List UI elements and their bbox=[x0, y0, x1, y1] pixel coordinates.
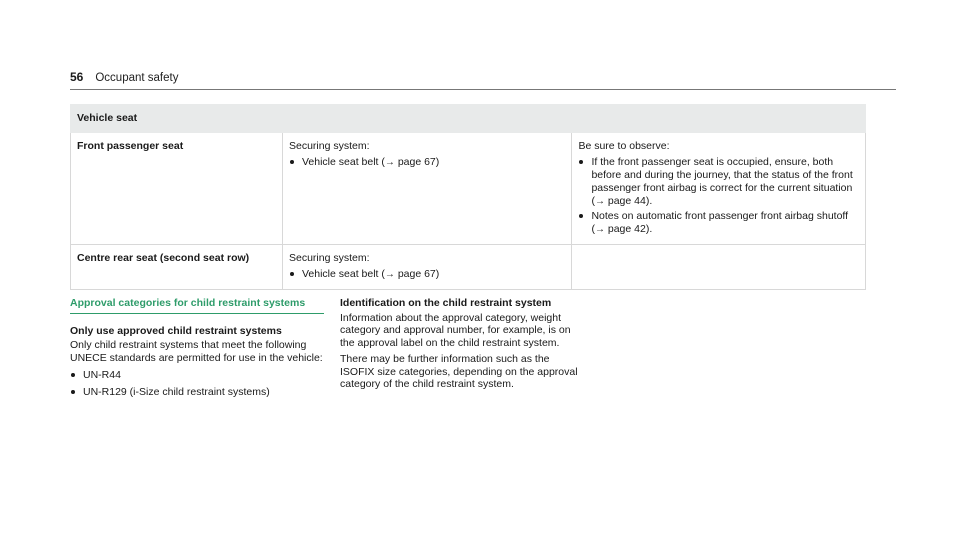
item-text: If the front passenger seat is occupied, ensure, both before and during the journey, that the status of the front passenger front airbag is correct for the current situation ( bbox=[591, 156, 853, 207]
left-column bbox=[70, 297, 324, 402]
page-reference-link[interactable]: page 67) bbox=[397, 268, 440, 280]
securing-label: Securing system: bbox=[289, 140, 370, 152]
subheading: Identification on the child restraint system bbox=[340, 297, 552, 309]
seat-cell: Front passenger seat bbox=[71, 133, 283, 245]
page-header bbox=[70, 70, 178, 88]
table-row bbox=[71, 245, 866, 290]
securing-cell bbox=[283, 245, 572, 290]
notes-cell bbox=[572, 133, 866, 245]
standards-list bbox=[70, 369, 324, 398]
table-title: Vehicle seat bbox=[71, 105, 866, 133]
empty-cell bbox=[572, 245, 866, 290]
item-text: Notes on automatic front passenger front airbag shutoff ( bbox=[591, 210, 849, 235]
list-item bbox=[302, 268, 565, 281]
notes-label: Be sure to observe: bbox=[578, 140, 670, 152]
list-item bbox=[302, 156, 565, 169]
arrow-icon: → bbox=[384, 269, 395, 280]
seat-cell: Centre rear seat (second seat row) bbox=[71, 245, 283, 290]
item-text: Vehicle seat belt ( bbox=[302, 156, 385, 168]
securing-list bbox=[289, 268, 565, 281]
page-number: 56 bbox=[70, 70, 84, 84]
paragraph: There may be further information such as the ISOFIX size categories, depending on the approval category of the child restraint system. bbox=[340, 353, 578, 390]
header-divider bbox=[70, 89, 896, 90]
page-reference-link[interactable]: page 67) bbox=[397, 156, 440, 168]
arrow-icon: → bbox=[384, 157, 395, 168]
page-reference-link[interactable]: page 44). bbox=[607, 195, 653, 207]
list-item bbox=[591, 210, 859, 236]
vehicle-seat-table bbox=[70, 104, 866, 290]
subheading: Only use approved child restraint systems bbox=[70, 324, 282, 337]
item-text: Vehicle seat belt ( bbox=[302, 268, 385, 280]
list-item: UN-R129 (i-Size child restraint systems) bbox=[83, 386, 324, 399]
section-heading: Approval categories for child restraint systems bbox=[70, 297, 324, 314]
notes-list bbox=[578, 156, 859, 236]
arrow-icon: → bbox=[594, 224, 605, 235]
securing-list bbox=[289, 156, 565, 169]
list-item bbox=[591, 156, 859, 208]
table-row bbox=[71, 133, 866, 245]
securing-cell bbox=[283, 133, 572, 245]
page-reference-link[interactable]: page 42). bbox=[607, 223, 653, 235]
middle-column bbox=[340, 297, 580, 391]
arrow-icon: → bbox=[594, 196, 605, 207]
paragraph: Only child restraint systems that meet the following UNECE standards are permitted for use in the vehicle: bbox=[70, 339, 323, 364]
paragraph: Information about the approval category, weight category and approval number, for example, is on the approval label on the child restraint system. bbox=[340, 311, 571, 349]
section-title: Occupant safety bbox=[95, 72, 179, 84]
securing-label: Securing system: bbox=[289, 252, 370, 264]
list-item: UN-R44 bbox=[83, 369, 324, 382]
